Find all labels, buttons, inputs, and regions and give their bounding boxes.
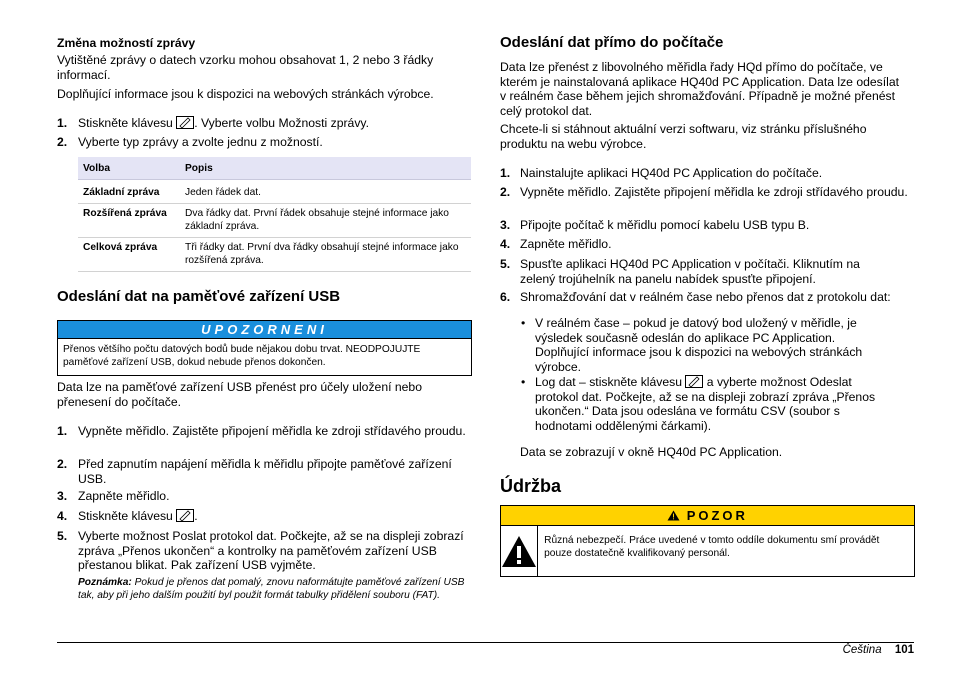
step-number: 3.: [57, 489, 68, 503]
step-text: [78, 116, 471, 131]
step-text: Zapněte měřidlo.: [78, 489, 170, 503]
paragraph-data-display: Data se zobrazují v okně HQ40d PC Application.: [520, 445, 783, 459]
note-text: Pokud je přenos dat pomalý, znovu naformátujte paměťové zařízení USB tak, aby při jeho dalším použití byl použit formát tabulky přidělení souboru (FAT).: [78, 577, 465, 601]
step-text: Vyberte typ zprávy a zvolte jednu z možností.: [78, 135, 323, 149]
heading-usb-transfer: Odeslání dat na paměťové zařízení USB: [57, 288, 341, 305]
step-text: Vypněte měřidlo. Zajistěte připojení měřidla ke zdroji střídavého proudu.: [520, 185, 908, 199]
page-number: 101: [894, 644, 914, 656]
bullet-mark: •: [521, 316, 526, 330]
bullet-text-pre: Log dat – stiskněte klávesu: [535, 375, 686, 389]
step-number: 1.: [57, 424, 68, 438]
step-text-post: .: [194, 509, 198, 523]
paragraph-usb-purpose: Data lze na paměťové zařízení USB přenést pro účely uložení nebo přenesení do počítače.: [57, 380, 422, 409]
page-footer: [843, 644, 914, 656]
step-text: Vypněte měřidlo. Zajistěte připojení měřidla ke zdroji střídavého proudu.: [78, 424, 466, 438]
caution-title: POZOR: [686, 508, 748, 523]
step-number: 1.: [500, 166, 511, 180]
heading-maintenance: Údržba: [500, 476, 562, 496]
warning-text: Přenos většího počtu datových bodů bude nějakou dobu trvat. NEODPOJUJTE paměťové zařízení USB, dokud nebude přenos dokončen.: [63, 344, 421, 368]
caution-box: [500, 505, 915, 577]
table-row: [78, 180, 471, 204]
step-number: 4.: [500, 237, 511, 251]
step-text: Nainstalujte aplikaci HQ40d PC Application do počítače.: [520, 166, 823, 180]
report-options-table: [78, 157, 471, 272]
table-row: [78, 204, 471, 238]
warning-title: UPOZORNENI: [58, 321, 471, 339]
edit-key-icon: [176, 116, 194, 129]
table-cell-description: Tři řádky dat. První dva řádky obsahují stejné informace jako rozšířená zpráva.: [180, 238, 471, 272]
paragraph-report-lines: Vytištěné zprávy o datech vzorku mohou obsahovat 1, 2 nebo 3 řádky informací.: [57, 53, 434, 82]
heading-report-options: Změna možností zprávy: [57, 36, 196, 50]
step-number: 4.: [57, 509, 68, 523]
table-cell-description: Jeden řádek dat.: [180, 180, 471, 204]
table-cell-option: Rozšířená zpráva: [78, 204, 180, 238]
step-number: 3.: [500, 218, 511, 232]
footer-divider: [57, 642, 914, 643]
note-fat-format: [78, 576, 471, 602]
step-text: Zapněte měřidlo.: [520, 237, 612, 251]
caution-icon-cell: [501, 526, 538, 576]
table-header-option: Volba: [78, 157, 180, 180]
warning-box: [57, 320, 472, 376]
bullet-realtime: V reálném čase – pokud je datový bod uložený v měřidle, je výsledek současně odeslán do aplikace PC Application. Doplňující informace jsou k dispozici na webových stránkách výrobce.: [535, 316, 863, 374]
bullet-mark: •: [521, 375, 526, 389]
step-text: Připojte počítač k měřidlu pomocí kabelu USB typu B.: [520, 218, 810, 232]
step-text-pre: Stiskněte klávesu: [78, 509, 177, 523]
caution-text: Různá nebezpečí. Práce uvedené v tomto oddíle dokumentu smí provádět pouze dostatečně kvalifikovaný personál.: [544, 535, 880, 559]
bullet-datalog: [535, 375, 885, 433]
edit-key-icon: [176, 509, 194, 522]
bullet-text-post: a vyberte možnost Odeslat protokol dat. Počkejte, až se na displeji zobrazí zpráva „Přenos ukončen.“ Data jsou odeslána ve formátu CSV (soubor s hodnotami oddělenými čárkami).: [535, 375, 876, 433]
table-row: [78, 238, 471, 272]
step-text-post: . Vyberte volbu Možnosti zprávy.: [194, 116, 369, 130]
edit-key-icon: [685, 375, 703, 388]
table-cell-description: Dva řádky dat. První řádek obsahuje stejné informace jako základní zpráva.: [180, 204, 471, 238]
step-text: Shromažďování dat v reálném čase nebo přenos dat z protokolu dat:: [520, 290, 891, 304]
table-header-description: Popis: [180, 157, 471, 180]
warning-triangle-icon: [667, 510, 680, 521]
step-number: 2.: [57, 457, 68, 471]
step-text: [78, 509, 471, 524]
step-text-pre: Stiskněte klávesu: [78, 116, 177, 130]
paragraph-pc-transfer: Data lze přenést z libovolného měřidla řady HQd přímo do počítače, ve kterém je nainstalovaná aplikace HQ40d PC Application. Data lze odesílat v reálném čase během jejich shromažďování. Případně je možné přenést celý protokol dat.: [500, 60, 900, 118]
hazard-triangle-icon: [501, 535, 537, 568]
table-header-row: [78, 157, 471, 180]
caution-content: [501, 526, 914, 576]
step-text: Před zapnutím napájení měřidla k měřidlu připojte paměťové zařízení USB.: [78, 457, 452, 486]
table-cell-option: Základní zpráva: [78, 180, 180, 204]
step-number: 6.: [500, 290, 511, 304]
step-number: 2.: [57, 135, 68, 149]
step-number: 1.: [57, 116, 68, 130]
step-number: 5.: [57, 529, 68, 543]
step-text: Vyberte možnost Poslat protokol dat. Počkejte, až se na displeji zobrazí zpráva „Přenos ukončen“ a kontrolky na paměťovém zařízení USB přestanou blikat. Pak zařízení USB vyjměte.: [78, 529, 464, 572]
step-number: 5.: [500, 257, 511, 271]
heading-pc-transfer: Odeslání dat přímo do počítače: [500, 34, 724, 51]
note-label: Poznámka:: [78, 577, 132, 588]
footer-language: Čeština: [842, 644, 882, 656]
step-text: Spusťte aplikaci HQ40d PC Application v počítači. Kliknutím na zelený trojúhelník na panelu nabídek spusťte připojení.: [520, 257, 860, 286]
table-cell-option: Celková zpráva: [78, 238, 180, 272]
caution-header: [501, 506, 914, 526]
step-number: 2.: [500, 185, 511, 199]
paragraph-more-info: Doplňující informace jsou k dispozici na webových stránkách výrobce.: [57, 87, 434, 101]
paragraph-download-software: Chcete-li si stáhnout aktuální verzi softwaru, viz stránku příslušného produktu na webu výrobce.: [500, 122, 867, 151]
